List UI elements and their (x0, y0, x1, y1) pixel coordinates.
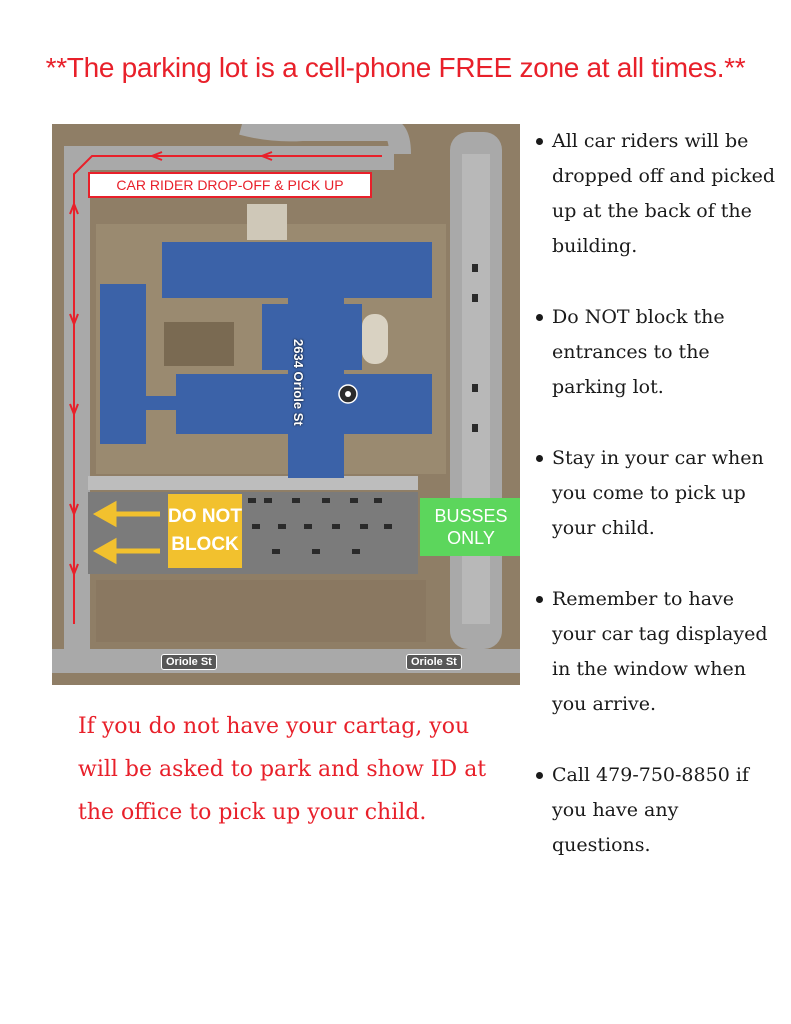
rules-list (528, 124, 778, 899)
rules-list-item: Stay in your car when you come to pick up your child. (528, 441, 778, 546)
street-label-left: Oriole St (161, 654, 217, 670)
rules-list-item: Do NOT block the entrances to the parking lot. (528, 300, 778, 405)
page-headline: **The parking lot is a cell-phone FREE zone at all times.** (45, 52, 746, 83)
street-label-right: Oriole St (406, 654, 462, 670)
busses-only-line-2: ONLY (447, 528, 495, 548)
rules-list-item: Remember to have your car tag displayed in the window when you arrive. (528, 582, 778, 722)
car-tag-notice: If you do not have your cartag, you will be asked to park and show ID at the office to pick up your child. (78, 714, 487, 825)
west-wing-roof (100, 284, 146, 444)
do-not-block-line-2: BLOCK (171, 534, 239, 555)
playground (164, 322, 234, 366)
busses-only-line-1: BUSSES (434, 506, 508, 526)
do-not-block-line-1: DO NOT (168, 506, 242, 527)
north-annex (247, 204, 287, 240)
car-rider-label: CAR RIDER DROP-OFF & PICK UP (88, 172, 372, 198)
south-field (96, 580, 426, 642)
west-drive (64, 154, 90, 649)
location-pin-icon (339, 385, 357, 403)
front-walk (88, 476, 418, 490)
rules-list-item: All car riders will be dropped off and picked up at the back of the building. (528, 124, 778, 264)
aerial-photo (52, 124, 520, 685)
building-address-label: 2634 Oriole St (291, 339, 306, 426)
do-not-block-sign (168, 494, 242, 568)
busses-only-sign (420, 498, 520, 556)
north-wing-roof (162, 242, 432, 298)
front-parking-lot (88, 492, 418, 574)
school-aerial-map (52, 124, 520, 685)
gym-dome (362, 314, 388, 364)
north-drive (64, 146, 394, 170)
rules-list-item: Call 479-750-8850 if you have any questions. (528, 758, 778, 863)
